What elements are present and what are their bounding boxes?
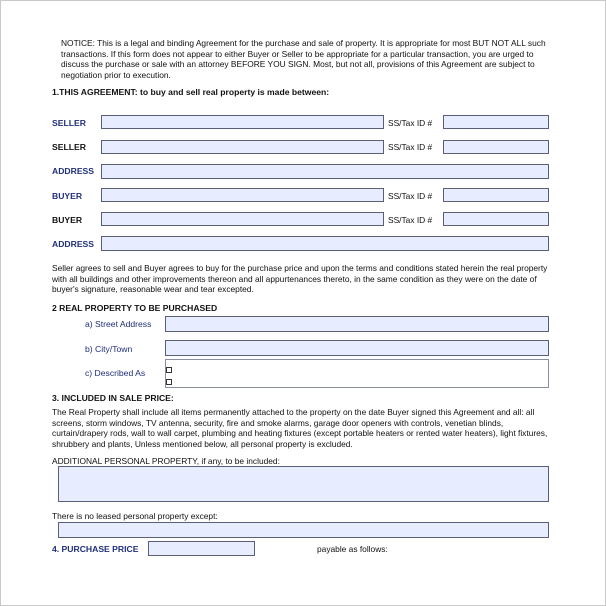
section-2-title: 2 REAL PROPERTY TO BE PURCHASED [52,303,218,313]
buyer-name-field-2[interactable] [101,212,384,226]
described-as-field[interactable] [165,359,549,388]
section-1-title: 1.THIS AGREEMENT: to buy and sell real property is made between: [52,87,330,97]
agreement-text: Seller agrees to sell and Buyer agrees to buy for the purchase price and upon the terms and conditions stated herein the real property with all buildings and other improvements thereon and all appurtenances thereto, in the same condition as they were on the date of buyer's signature, reasonable wear and tear excepted. [52,263,548,295]
described-checkbox-1[interactable] [166,367,172,373]
city-town-label: b) City/Town [85,344,133,354]
seller-ss-label-1: SS/Tax ID # [388,118,433,128]
buyer-label-2: BUYER [52,215,83,225]
city-town-field[interactable] [165,340,549,356]
seller-label: SELLER [52,118,86,128]
additional-property-label: ADDITIONAL PERSONAL PROPERTY, if any, to be included: [52,456,280,466]
described-checkbox-2[interactable] [166,379,172,385]
buyer-ss-label-1: SS/Tax ID # [388,191,433,201]
seller-ss-field-1[interactable] [443,115,549,129]
seller-label-2: SELLER [52,142,86,152]
included-text: The Real Property shall include all items permanently attached to the property on the date Buyer signed this Agreement and all: all screens, storm windows, TV antenna, security, fire and smoke alarms, garage door openers with controls, venetian blinds, curtain/drapery rods, wall to wall carpet, plumbing and heating fixtures (except portable heaters or rented water heaters), light fixtures, shrubbery and plants, Unless mentioned below, all personal property is excluded. [52,407,548,449]
seller-name-field-2[interactable] [101,140,384,154]
leased-property-field[interactable] [58,522,549,538]
buyer-label: BUYER [52,191,83,201]
seller-address-field[interactable] [101,164,549,179]
purchase-price-field[interactable] [148,541,255,556]
described-as-label: c) Described As [85,368,146,378]
buyer-ss-field-2[interactable] [443,212,549,226]
buyer-ss-field-1[interactable] [443,188,549,202]
seller-ss-field-2[interactable] [443,140,549,154]
seller-ss-label-2: SS/Tax ID # [388,142,433,152]
payable-as-follows-label: payable as follows: [317,544,388,554]
street-address-field[interactable] [165,316,549,332]
buyer-name-field-1[interactable] [101,188,384,202]
additional-property-field[interactable] [58,466,549,502]
street-address-label: a) Street Address [85,319,152,329]
section-3-title: 3. INCLUDED IN SALE PRICE: [52,393,174,403]
buyer-address-label: ADDRESS [52,239,95,249]
seller-name-field-1[interactable] [101,115,384,129]
leased-property-label: There is no leased personal property except: [52,511,218,521]
purchase-price-label: 4. PURCHASE PRICE [52,544,139,554]
buyer-address-field[interactable] [101,236,549,251]
notice-text: NOTICE: This is a legal and binding Agreement for the purchase and sale of property. It is appropriate for most BUT NOT ALL such transactions. If this form does not appear to either Buyer or Seller to be appropriate for a particular transaction, you are urged to discuss the purchase or sale with an attorney BEFORE YOU SIGN. Most, but not all, provisions of this Agreement are subject to negotiation prior to execution. [61,38,546,80]
buyer-ss-label-2: SS/Tax ID # [388,215,433,225]
seller-address-label: ADDRESS [52,166,95,176]
